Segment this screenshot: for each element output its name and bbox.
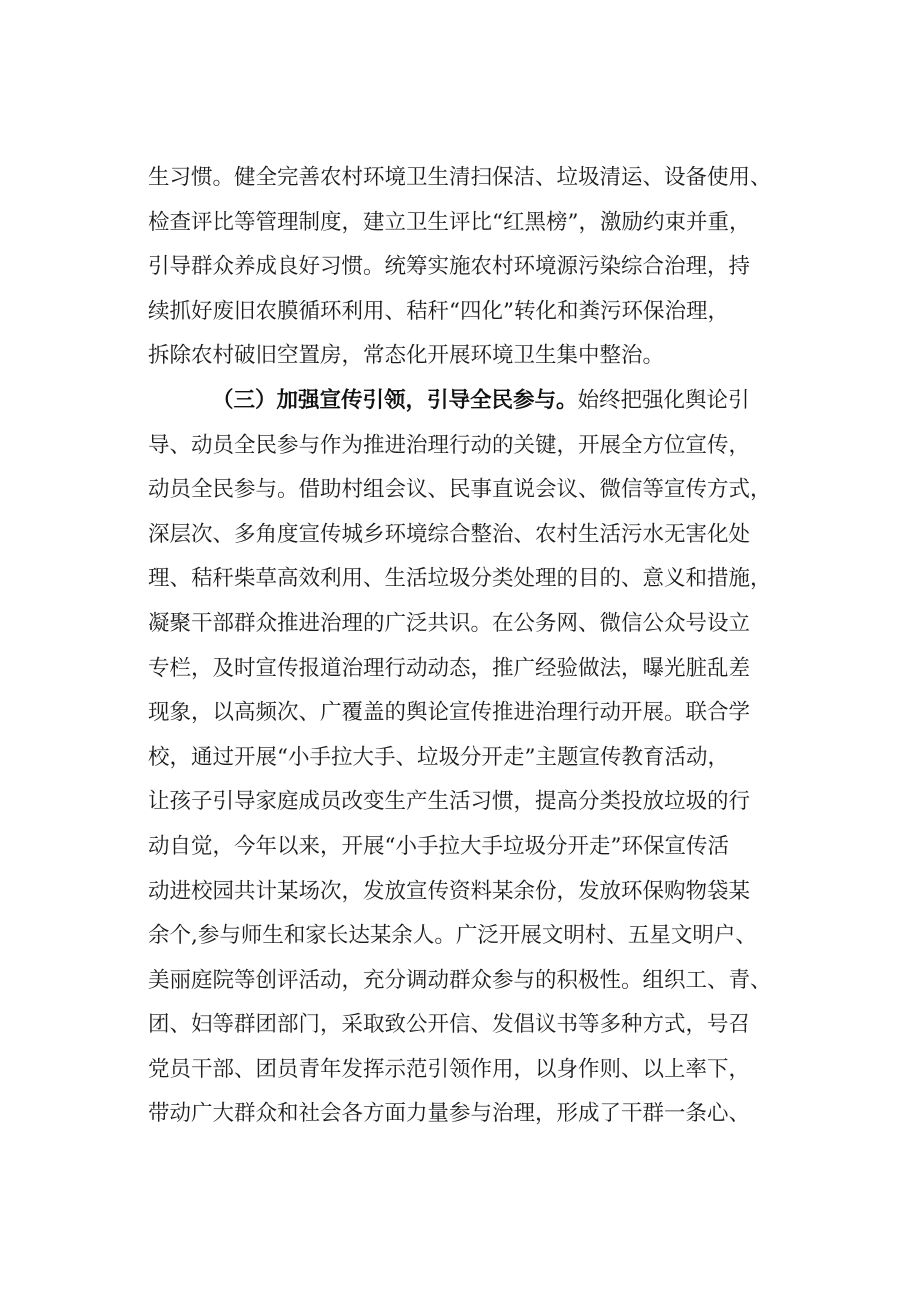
paragraph-line: 校，通过开展“小手拉大手、垃圾分开走”主题宣传教育活动， bbox=[148, 744, 729, 770]
paragraph-line: 让孩子引导家庭成员改变生产生活习惯，提高分类投放垃圾的行 bbox=[148, 789, 751, 815]
paragraph-line: 动员全民参与。借助村组会议、民事直说会议、微信等宣传方式， bbox=[148, 477, 772, 503]
paragraph-line: 现象，以高频次、广覆盖的舆论宣传推进治理行动开展。联合学 bbox=[148, 700, 751, 726]
paragraph-line: 带动广大群众和社会各方面力量参与治理，形成了干群一条心、 bbox=[148, 1101, 751, 1127]
paragraph-line: 检查评比等管理制度，建立卫生评比“红黑榜”，激励约束并重， bbox=[148, 209, 751, 235]
paragraph-line: 理、秸秆柴草高效利用、生活垃圾分类处理的目的、意义和措施， bbox=[148, 566, 772, 592]
paragraph-line: 续抓好废旧农膜循环利用、秸秆“四化”转化和粪污环保治理， bbox=[148, 298, 729, 324]
paragraph-line: 生习惯。健全完善农村环境卫生清扫保洁、垃圾清运、设备使用、 bbox=[148, 165, 772, 190]
section-heading: （三）加强宣传引领，引导全民参与。 bbox=[212, 387, 578, 413]
paragraph-line: 深层次、多角度宣传城乡环境综合整治、农村生活污水无害化处 bbox=[148, 521, 751, 547]
paragraph-line: 引导群众养成良好习惯。统筹实施农村环境源污染综合治理，持 bbox=[148, 254, 751, 280]
paragraph-line: 动进校园共计某场次，发放宣传资料某余份，发放环保购物袋某 bbox=[148, 878, 751, 904]
paragraph-line: 团、妇等群团部门，采取致公开信、发倡议书等多种方式，号召 bbox=[148, 1012, 751, 1038]
paragraph-line: 动自觉，今年以来，开展“小手拉大手垃圾分开走”环保宣传活 bbox=[148, 833, 729, 859]
paragraph-line: 导、动员全民参与作为推进治理行动的关键，开展全方位宣传， bbox=[148, 432, 751, 458]
section-first-line-text: 始终把强化舆论引 bbox=[577, 387, 750, 413]
body-text bbox=[148, 156, 788, 1137]
paragraph-line: 凝聚干部群众推进治理的广泛共识。在公务网、微信公众号设立 bbox=[148, 610, 751, 636]
paragraph-line: 专栏，及时宣传报道治理行动动态，推广经验做法，曝光脏乱差 bbox=[148, 655, 751, 681]
paragraph-line: 党员干部、团员青年发挥示范引领作用，以身作则、以上率下， bbox=[148, 1056, 751, 1082]
section-first-line bbox=[148, 379, 788, 424]
paragraph-line: 余个,参与师生和家长达某余人。广泛开展文明村、五星文明户、 bbox=[148, 923, 757, 949]
paragraph-line: 美丽庭院等创评活动，充分调动群众参与的积极性。组织工、青、 bbox=[148, 967, 772, 993]
paragraph-line: 拆除农村破旧空置房，常态化开展环境卫生集中整治。 bbox=[148, 343, 665, 369]
